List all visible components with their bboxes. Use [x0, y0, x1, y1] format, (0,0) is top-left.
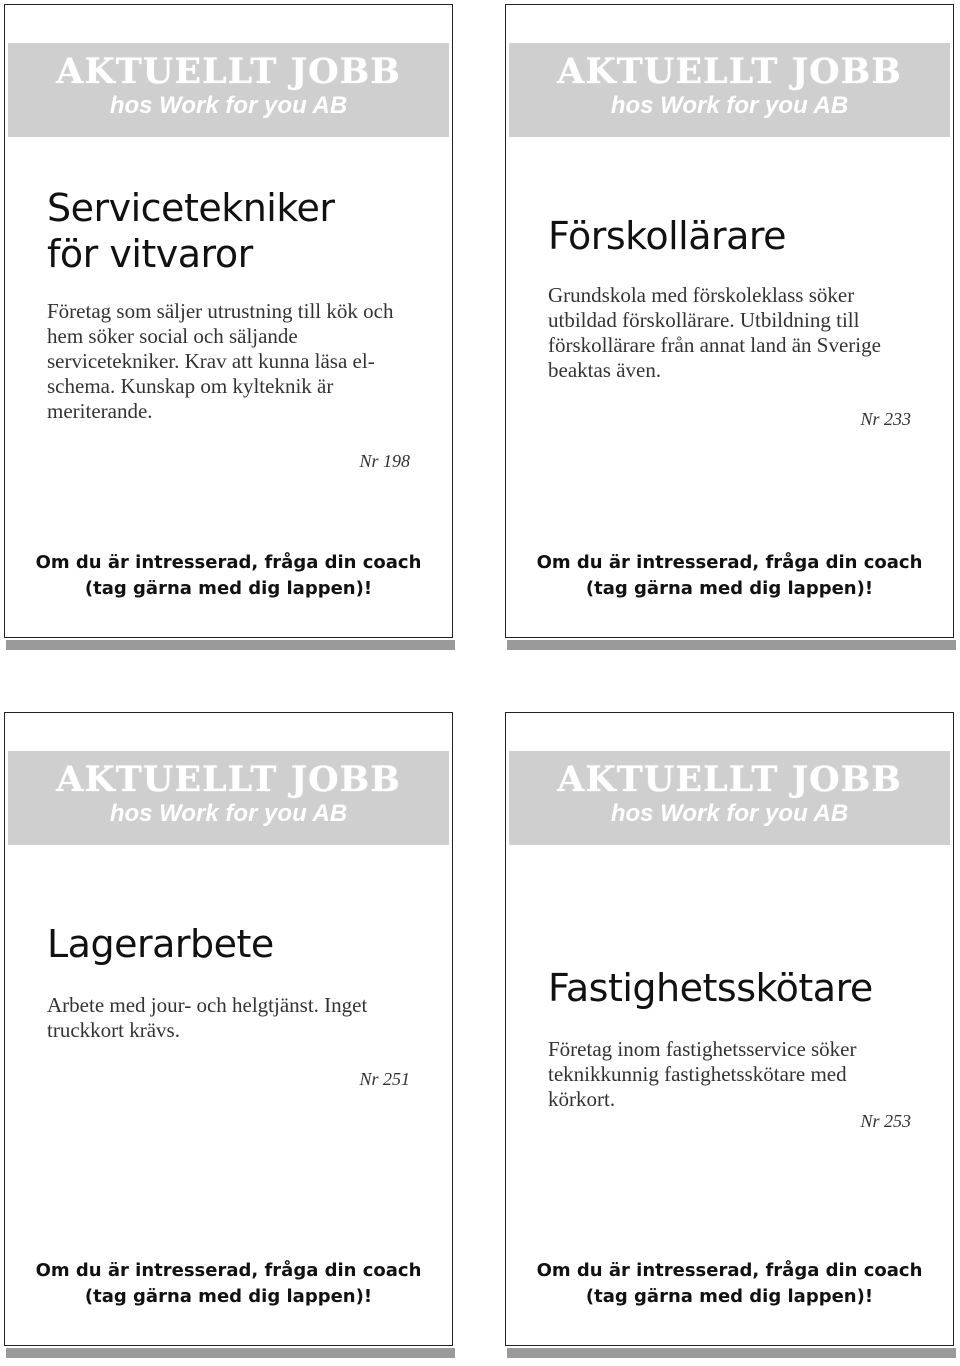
- footer-line: Om du är intresserad, fråga din coach: [536, 1260, 923, 1281]
- job-title: [548, 213, 948, 259]
- banner-title: AKTUELLT JOBB: [56, 51, 401, 92]
- footer-line: (tag gärna med dig lappen)!: [585, 578, 874, 599]
- footer: [506, 1258, 953, 1310]
- footer: [506, 550, 953, 602]
- banner: [509, 751, 950, 845]
- footer-line: (tag gärna med dig lappen)!: [84, 578, 373, 599]
- banner-subtitle: hos Work for you AB: [109, 92, 348, 119]
- card-shadow: [6, 640, 455, 650]
- card-shadow: [6, 1348, 455, 1358]
- job-title-line: för vitvaror: [47, 232, 253, 276]
- card-shadow: [507, 1348, 956, 1358]
- job-number: Nr 253: [860, 1111, 911, 1131]
- footer-line: Om du är intresserad, fråga din coach: [35, 552, 422, 573]
- job-card: [4, 4, 453, 638]
- job-description: Grundskola med förskoleklass söker utbildad förskollärare. Utbildning till förskollärare från annat land än Sverige beaktas även.: [548, 283, 881, 382]
- job-title-line: Förskollärare: [548, 214, 787, 258]
- banner: [8, 43, 449, 137]
- footer-line: (tag gärna med dig lappen)!: [585, 1286, 874, 1307]
- job-card: [505, 712, 954, 1346]
- job-title: [47, 921, 447, 967]
- footer-line: Om du är intresserad, fråga din coach: [35, 1260, 422, 1281]
- job-title-line: Fastighetsskötare: [548, 966, 873, 1010]
- job-title: [548, 965, 948, 1011]
- banner: [8, 751, 449, 845]
- banner-subtitle: hos Work for you AB: [109, 800, 348, 827]
- footer: [5, 1258, 452, 1310]
- job-number: Nr 233: [860, 409, 911, 429]
- job-title: [47, 185, 447, 277]
- banner: [509, 43, 950, 137]
- job-title-line: Lagerarbete: [47, 922, 274, 966]
- job-card: [4, 712, 453, 1346]
- card-shadow: [507, 640, 956, 650]
- job-description: Företag som säljer utrustning till kök och hem söker social och säljande servicetekniker. Krav att kunna läsa el-schema. Kunskap om kylteknik är meriterande.: [47, 299, 394, 423]
- job-description: Arbete med jour- och helgtjänst. Inget truckkort krävs.: [47, 993, 368, 1042]
- banner-title: AKTUELLT JOBB: [557, 51, 902, 92]
- banner-subtitle: hos Work for you AB: [610, 92, 849, 119]
- footer-line: (tag gärna med dig lappen)!: [84, 1286, 373, 1307]
- banner-title: AKTUELLT JOBB: [56, 759, 401, 800]
- job-description: Företag inom fastighetsservice söker teknikkunnig fastighetsskötare med körkort.: [548, 1037, 857, 1111]
- footer-line: Om du är intresserad, fråga din coach: [536, 552, 923, 573]
- banner-title: AKTUELLT JOBB: [557, 759, 902, 800]
- job-title-line: Servicetekniker: [47, 186, 335, 230]
- job-number: Nr 251: [359, 1069, 410, 1089]
- footer: [5, 550, 452, 602]
- job-number: Nr 198: [359, 451, 410, 471]
- banner-subtitle: hos Work for you AB: [610, 800, 849, 827]
- job-card: [505, 4, 954, 638]
